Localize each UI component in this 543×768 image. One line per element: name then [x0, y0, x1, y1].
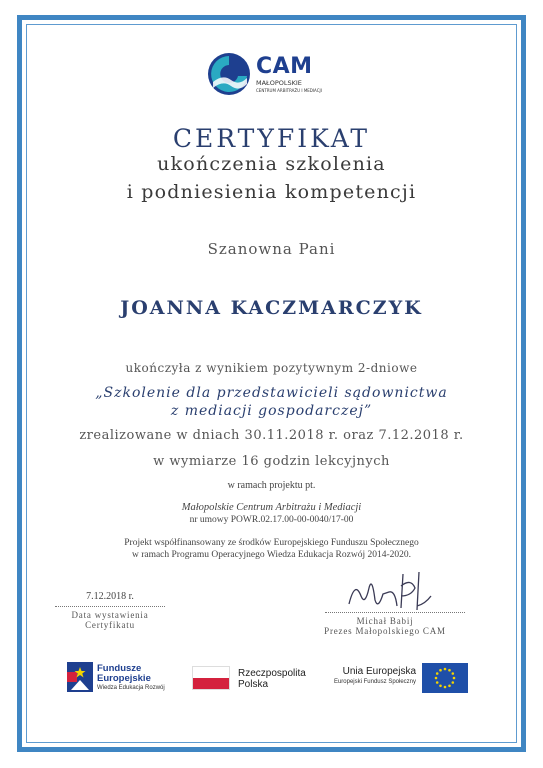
issue-date-label — [48, 610, 172, 630]
signatory-label — [300, 616, 470, 636]
course-title-line1: „Szkolenie dla przedstawicieli sądownictwa — [95, 385, 448, 401]
project-intro: w ramach projektu pt. — [227, 480, 316, 491]
rp-line2: Polska — [238, 679, 269, 690]
cam-logo — [207, 52, 337, 98]
completion-text: ukończyła z wynikiem pozytywnym 2-dniowe — [125, 361, 418, 375]
fe-line3: Wiedza Edukacja Rozwój — [97, 685, 165, 691]
issue-date-label-line2: Certyfikatu — [85, 620, 135, 630]
flag-white-band — [193, 667, 229, 678]
eu-flag-icon — [422, 663, 468, 693]
logo-wordmark: CAM — [256, 54, 313, 79]
unia-europejska-logo — [333, 662, 472, 696]
fundusze-europejskie-icon — [67, 662, 93, 692]
ue-line1: Unia Europejska — [342, 666, 416, 677]
polish-flag-icon — [192, 666, 230, 690]
signature-divider — [325, 612, 465, 613]
cofinancing-line1: Projekt współfinansowany ze środków Europejskiego Funduszu Społecznego — [124, 538, 419, 548]
logo-subtitle: MAŁOPOLSKIE — [256, 79, 302, 87]
course-dates: zrealizowane w dniach 30.11.2018 r. oraz 7.12.2018 r. — [79, 428, 464, 443]
signature-image — [345, 566, 435, 614]
issue-date-label-line1: Data wystawienia — [71, 610, 149, 620]
fe-line2: Europejskie — [97, 673, 151, 684]
date-divider — [55, 606, 165, 607]
course-title-line2: z mediacji gospodarczej” — [170, 403, 373, 419]
certificate-subtitle-line2: i podniesienia kompetencji — [126, 181, 417, 203]
fundusze-europejskie-logo — [67, 660, 177, 696]
cam-logo-icon — [207, 52, 251, 96]
rp-line1: Rzeczpospolita — [238, 668, 306, 679]
rzeczpospolita-polska-logo — [192, 664, 322, 696]
logo-tagline: CENTRUM ARBITRAŻU I MEDIACJI — [256, 88, 322, 93]
ue-line2: Europejski Fundusz Społeczny — [333, 679, 416, 685]
recipient-name: JOANNA KACZMARCZYK — [120, 297, 423, 319]
fe-line1: Fundusze — [97, 663, 142, 674]
signatory-role: Prezes Małopolskiego CAM — [324, 626, 446, 636]
cofinancing-line2: w ramach Programu Operacyjnego Wiedza Edukacja Rozwój 2014-2020. — [131, 550, 412, 560]
signatory-name: Michał Babij — [356, 616, 414, 626]
flag-red-band — [193, 678, 229, 689]
agreement-number: nr umowy POWR.02.17.00-00-0040/17-00 — [189, 515, 354, 525]
certificate-title: CERTYFIKAT — [172, 124, 371, 153]
greeting: Szanowna Pani — [207, 240, 336, 258]
project-name: Małopolskie Centrum Arbitrażu i Mediacji — [181, 502, 362, 513]
certificate-subtitle-line1: ukończenia szkolenia — [157, 153, 386, 175]
issue-date: 7.12.2018 r. — [86, 591, 134, 602]
course-hours: w wymiarze 16 godzin lekcyjnych — [153, 454, 390, 469]
